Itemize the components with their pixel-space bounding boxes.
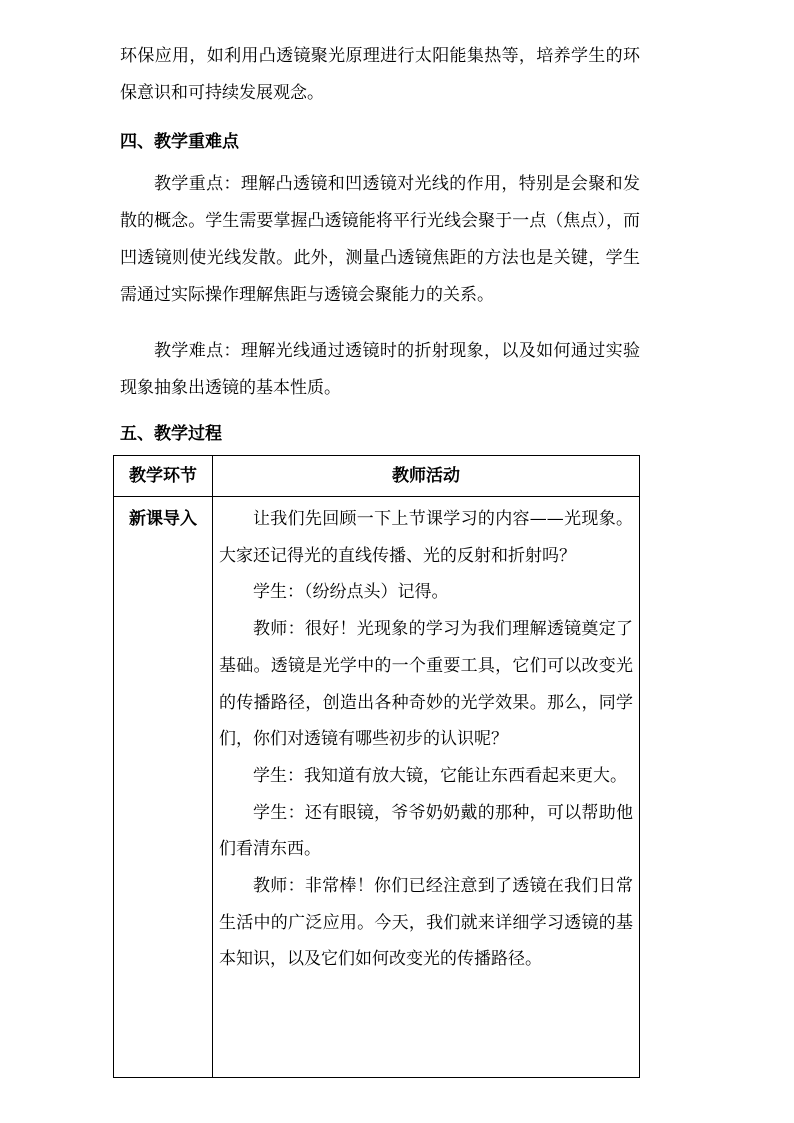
activity-paragraph: 学生：（纷纷点头）记得。 — [253, 582, 449, 603]
activity-paragraph: 教师：非常棒！你们已经注意到了透镜在我们日常生活中的广泛应用。今天，我们就来详细学习透镜的基本知识，以及它们如何改变光的传播路径。 — [219, 876, 633, 970]
table-row — [114, 497, 640, 1078]
intro-continuation-paragraph: 环保应用，如利用凸透镜聚光原理进行太阳能集热等，培养学生的环保意识和可持续发展观念。 — [120, 46, 640, 103]
teaching-process-table — [113, 455, 640, 1078]
activity-paragraph: 教师：很好！光现象的学习为我们理解透镜奠定了基础。透镜是光学中的一个重要工具，它们可以改变光的传播路径，创造出各种奇妙的光学效果。那么，同学们，你们对透镜有哪些初步的认识呢？ — [219, 619, 633, 750]
stage-cell: 新课导入 — [114, 497, 213, 1078]
activity-paragraph: 让我们先回顾一下上节课学习的内容——光现象。大家还记得光的直线传播、光的反射和折射吗？ — [219, 509, 633, 566]
activity-paragraph: 学生：还有眼镜，爷爷奶奶戴的那种，可以帮助他们看清东西。 — [219, 802, 633, 860]
header-stage: 教学环节 — [114, 456, 213, 497]
header-teacher-activity: 教师活动 — [213, 456, 640, 497]
activity-paragraph: 学生：我知道有放大镜，它能让东西看起来更大。 — [253, 765, 627, 786]
section-4-heading: 四、教学重难点 — [120, 132, 239, 152]
table-header-row — [114, 456, 640, 497]
section-5-heading: 五、教学过程 — [120, 424, 222, 444]
activity-cell — [213, 497, 640, 1078]
key-points-paragraph: 教学重点：理解凸透镜和凹透镜对光线的作用，特别是会聚和发散的概念。学生需要掌握凸透镜能将平行光线会聚于一点（焦点），而凹透镜则使光线发散。此外，测量凸透镜焦距的方法也是关键，学生需通过实际操作理解焦距与透镜会聚能力的关系。 — [120, 174, 640, 305]
difficult-points-paragraph: 教学难点：理解光线通过透镜时的折射现象，以及如何通过实验现象抽象出透镜的基本性质。 — [120, 341, 640, 398]
